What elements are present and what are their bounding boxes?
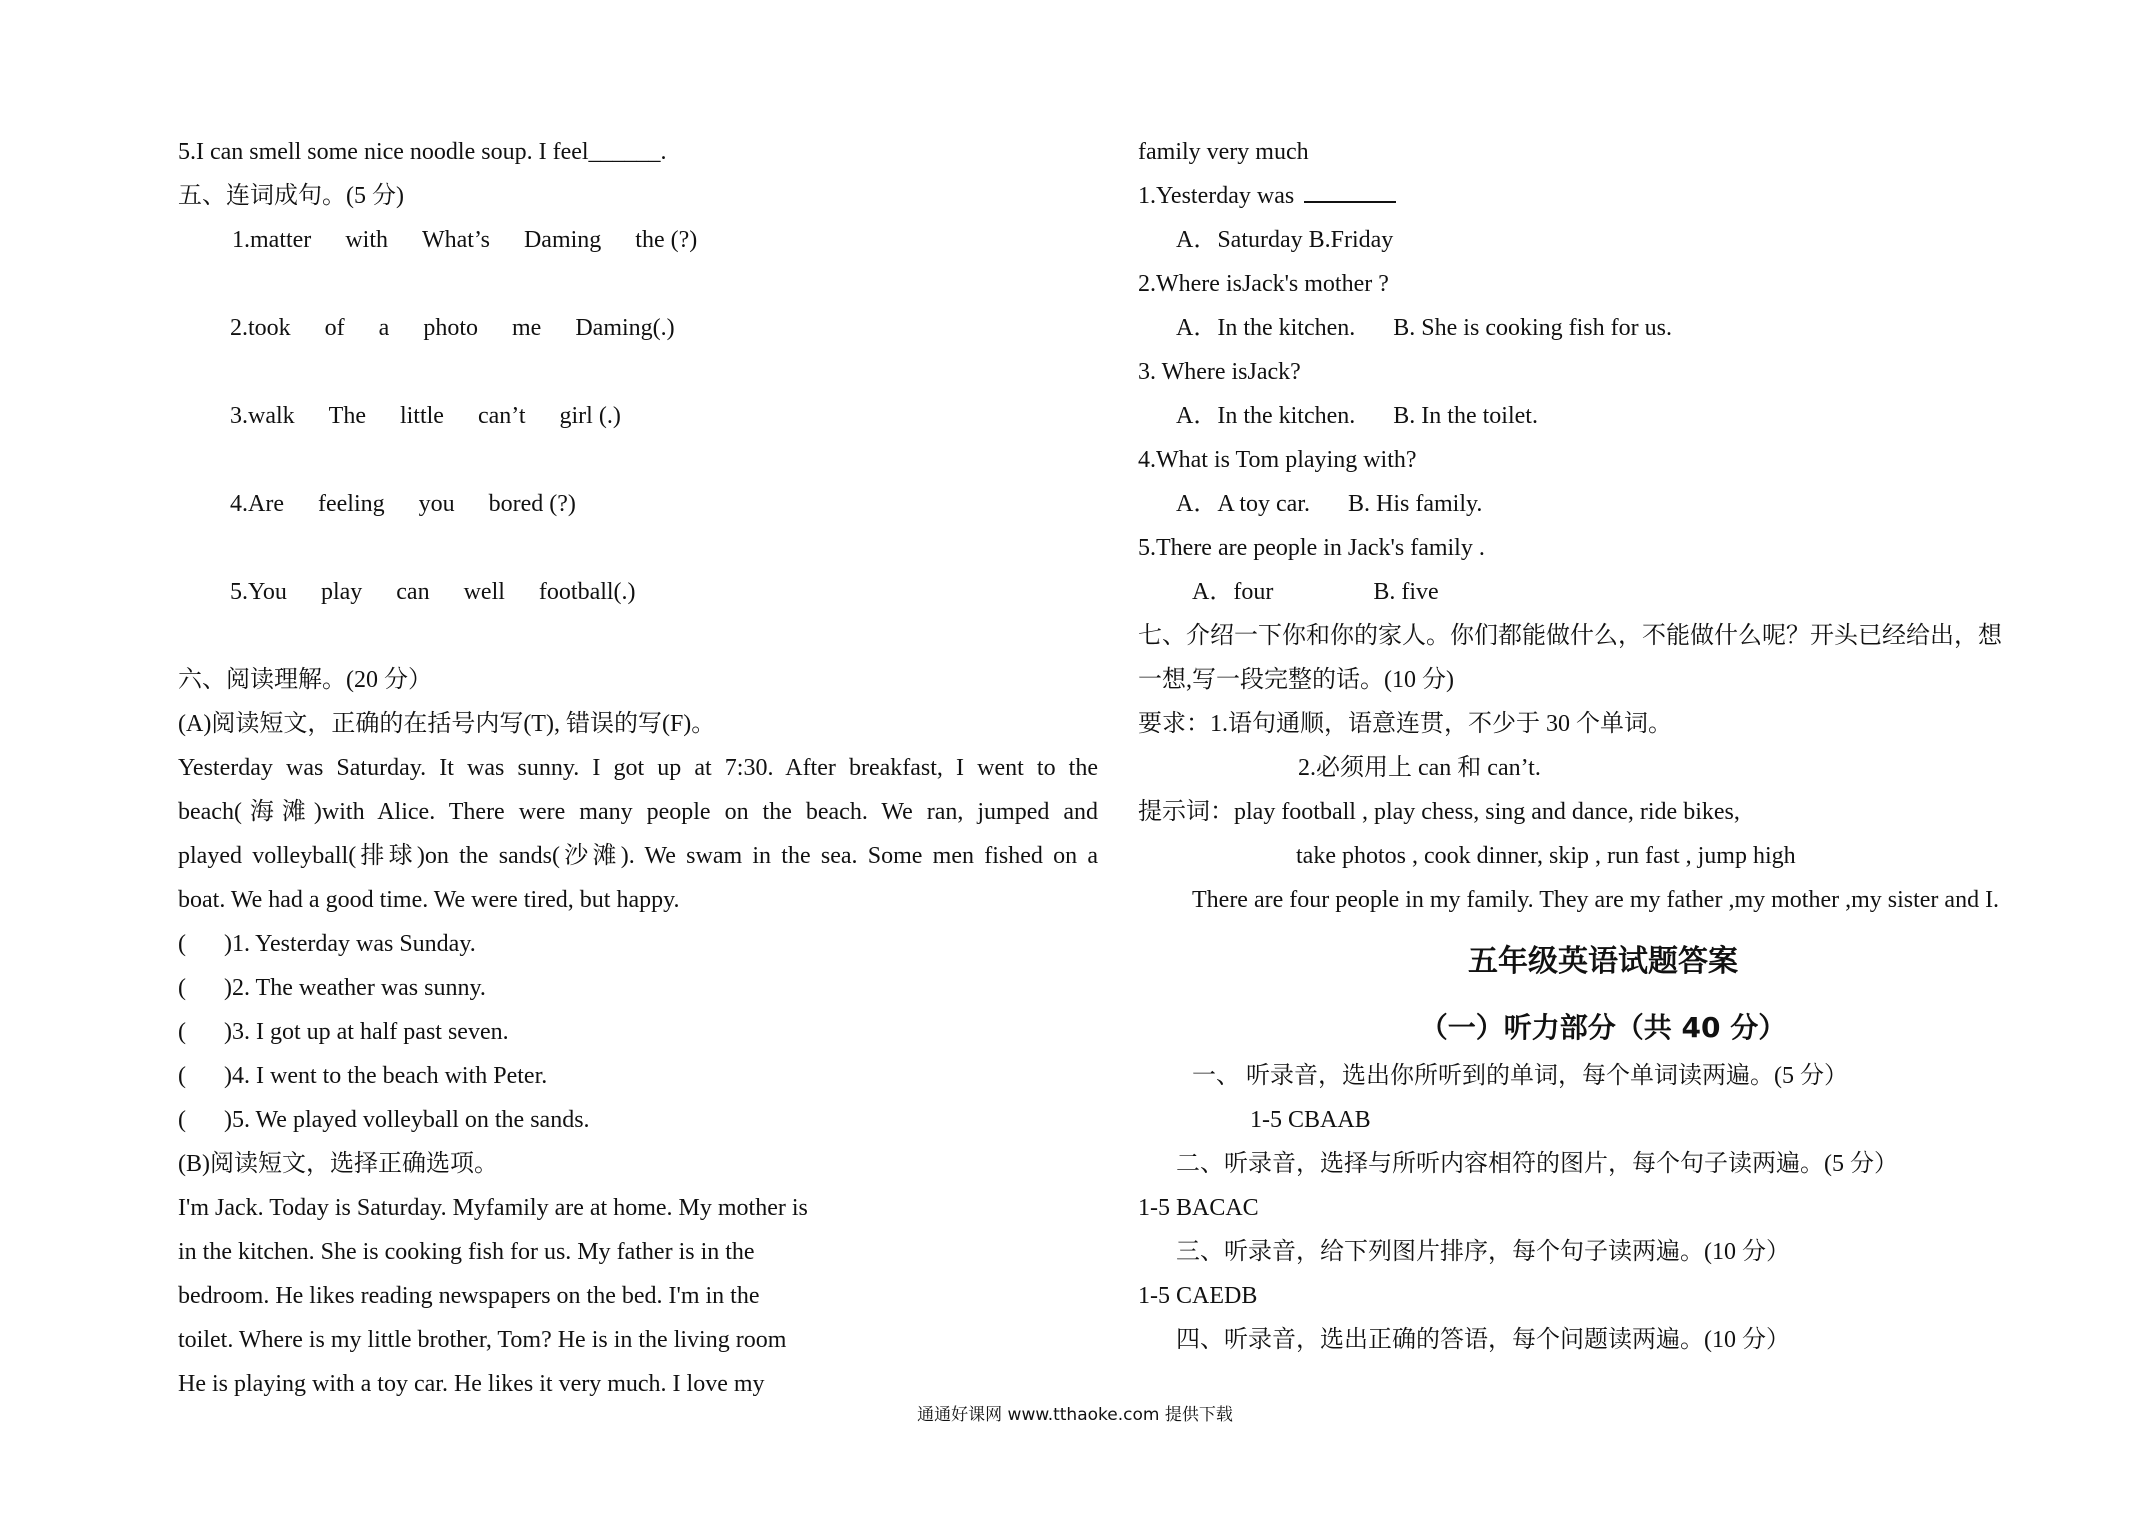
passage-b-line: I'm Jack. Today is Saturday. Myfamily are at home. My mother is bbox=[178, 1195, 808, 1221]
answer-1: 1-5 CBAAB bbox=[1250, 1107, 1371, 1133]
word: little bbox=[399, 403, 444, 429]
listening-section-title: （一）听力部分（共 40 分） bbox=[1419, 1011, 1787, 1044]
answer-heading-4: 四、听录音，选出正确的答语，每个问题读两遍。(10 分） bbox=[1176, 1327, 1790, 1353]
tf-statement: )2. The weather was sunny. bbox=[224, 975, 486, 1001]
word: well bbox=[463, 579, 505, 605]
answer-paren[interactable]: ( bbox=[178, 931, 186, 957]
passage-b-line: bedroom. He likes reading newspapers on the bed. I'm in the bbox=[178, 1283, 760, 1309]
answer-blank[interactable] bbox=[1304, 179, 1396, 203]
mc-question-5: 5.There are people in Jack's family . bbox=[1138, 535, 1485, 561]
word: with bbox=[345, 227, 388, 253]
word: bored (?) bbox=[488, 491, 576, 517]
requirement-2: 2.必须用上 can 和 can’t. bbox=[1298, 755, 1541, 781]
word: girl (.) bbox=[559, 403, 621, 429]
answer-2: 1-5 BACAC bbox=[1138, 1195, 1259, 1221]
word: 2.took bbox=[230, 315, 291, 341]
passage-b-line: in the kitchen. She is cooking fish for us. My father is in the bbox=[178, 1239, 755, 1265]
passage-b-line: He is playing with a toy car. He likes it very much. I love my bbox=[178, 1371, 765, 1397]
section-5-title: 五、连词成句。(5 分) bbox=[178, 183, 404, 209]
section-7-title-line-2: 一想,写一段完整的话。(10 分) bbox=[1138, 667, 1454, 693]
word: football(.) bbox=[538, 579, 636, 605]
word: a bbox=[378, 315, 390, 341]
word: photo bbox=[423, 315, 478, 341]
requirement-1: 要求：1.语句通顺，语意连贯，不少于 30 个单词。 bbox=[1138, 711, 1672, 737]
passage-a-line: beach(海滩)with Alice. There were many people on the beach. We ran, jumped and bbox=[178, 799, 1098, 825]
mc-question-4: 4.What is Tom playing with? bbox=[1138, 447, 1417, 473]
word: Daming(.) bbox=[575, 315, 675, 341]
answer-heading-3: 三、听录音，给下列图片排序，每个句子读两遍。(10 分） bbox=[1176, 1239, 1790, 1265]
option-a: A．In the kitchen. bbox=[1176, 315, 1356, 341]
scramble-sentence-5 bbox=[178, 570, 1098, 614]
tf-statement: )3. I got up at half past seven. bbox=[224, 1019, 509, 1045]
mc-options-5 bbox=[1138, 570, 2068, 614]
mc-question-3: 3. Where isJack? bbox=[1138, 359, 1301, 385]
word: of bbox=[324, 315, 345, 341]
answer-paren[interactable]: ( bbox=[178, 1019, 186, 1045]
mc-options-2 bbox=[1138, 306, 2068, 350]
word: the (?) bbox=[635, 227, 698, 253]
tf-item-4 bbox=[178, 1054, 1098, 1098]
scramble-sentence-1 bbox=[178, 218, 1098, 262]
option-a: A．four bbox=[1192, 579, 1274, 605]
scramble-sentence-4 bbox=[178, 482, 1098, 526]
question-text: 1.Yesterday was bbox=[1138, 183, 1295, 209]
passage-a-line: played volleyball(排球)on the sands(沙滩). We swam in the sea. Some men fished on a bbox=[178, 843, 1098, 869]
answer-heading-1: 一、 听录音，选出你所听到的单词，每个单词读两遍。(5 分） bbox=[1192, 1063, 1848, 1089]
answer-paren[interactable]: ( bbox=[178, 1107, 186, 1133]
tf-item-5 bbox=[178, 1098, 1098, 1142]
word: 4.Are bbox=[230, 491, 284, 517]
answer-key-title: 五年级英语试题答案 bbox=[1468, 944, 1738, 979]
section-7-title-line-1: 七、介绍一下你和你的家人。你们都能做什么，不能做什么呢？开头已经给出，想 bbox=[1138, 623, 2002, 649]
tf-item-1 bbox=[178, 922, 1098, 966]
tf-item-3 bbox=[178, 1010, 1098, 1054]
answer-paren[interactable]: ( bbox=[178, 1063, 186, 1089]
answer-3: 1-5 CAEDB bbox=[1138, 1283, 1258, 1309]
word: 3.walk bbox=[230, 403, 295, 429]
passage-b-line: toilet. Where is my little brother, Tom? He is in the living room bbox=[178, 1327, 787, 1353]
question-5-line: 5.I can smell some nice noodle soup. I feel______. bbox=[178, 139, 667, 165]
word: you bbox=[418, 491, 455, 517]
section-6-title: 六、阅读理解。(20 分） bbox=[178, 667, 432, 693]
option-b: B. In the toilet. bbox=[1393, 403, 1538, 429]
word: me bbox=[512, 315, 542, 341]
mc-question-1 bbox=[1138, 174, 2068, 218]
mc-options-1: A．Saturday B.Friday bbox=[1176, 227, 1394, 253]
hint-words-2: take photos , cook dinner, skip , run fast , jump high bbox=[1296, 843, 1796, 869]
part-b-title: (B)阅读短文，选择正确选项。 bbox=[178, 1151, 498, 1177]
scramble-sentence-2 bbox=[178, 306, 1098, 350]
answer-paren[interactable]: ( bbox=[178, 975, 186, 1001]
word: 5.You bbox=[230, 579, 287, 605]
mc-question-2: 2.Where isJack's mother ? bbox=[1138, 271, 1389, 297]
word: The bbox=[328, 403, 366, 429]
right-column bbox=[1138, 130, 2068, 1362]
word: play bbox=[320, 579, 363, 605]
passage-b-continuation: family very much bbox=[1138, 139, 1309, 165]
word: can’t bbox=[477, 403, 526, 429]
page-footer: 通通好课网 www.tthaoke.com 提供下载 bbox=[917, 1405, 1233, 1425]
option-b: B. five bbox=[1373, 579, 1439, 605]
option-b: B. She is cooking fish for us. bbox=[1393, 315, 1672, 341]
left-column bbox=[178, 130, 1098, 1406]
mc-options-3 bbox=[1138, 394, 2068, 438]
word: feeling bbox=[317, 491, 385, 517]
scramble-sentence-3 bbox=[178, 394, 1098, 438]
option-a: A．A toy car. bbox=[1176, 491, 1310, 517]
tf-item-2 bbox=[178, 966, 1098, 1010]
writing-opening: There are four people in my family. They are my father ,my mother ,my sister and I. bbox=[1192, 887, 2000, 913]
word: Daming bbox=[523, 227, 602, 253]
hint-words-1: 提示词：play football , play chess, sing and dance, ride bikes, bbox=[1138, 799, 1740, 825]
option-b: B. His family. bbox=[1347, 491, 1483, 517]
tf-statement: )1. Yesterday was Sunday. bbox=[224, 931, 476, 957]
mc-options-4 bbox=[1138, 482, 2068, 526]
part-a-title: (A)阅读短文，正确的在括号内写(T), 错误的写(F)。 bbox=[178, 711, 716, 737]
tf-statement: )4. I went to the beach with Peter. bbox=[224, 1063, 548, 1089]
word: What’s bbox=[421, 227, 490, 253]
word: can bbox=[396, 579, 430, 605]
tf-statement: )5. We played volleyball on the sands. bbox=[224, 1107, 590, 1133]
passage-a-line: Yesterday was Saturday. It was sunny. I got up at 7:30. After breakfast, I went to the bbox=[178, 755, 1098, 781]
passage-a-line: boat. We had a good time. We were tired, but happy. bbox=[178, 887, 680, 913]
answer-heading-2: 二、听录音，选择与所听内容相符的图片，每个句子读两遍。(5 分） bbox=[1176, 1151, 1898, 1177]
word: 1.matter bbox=[232, 227, 312, 253]
option-a: A．In the kitchen. bbox=[1176, 403, 1356, 429]
